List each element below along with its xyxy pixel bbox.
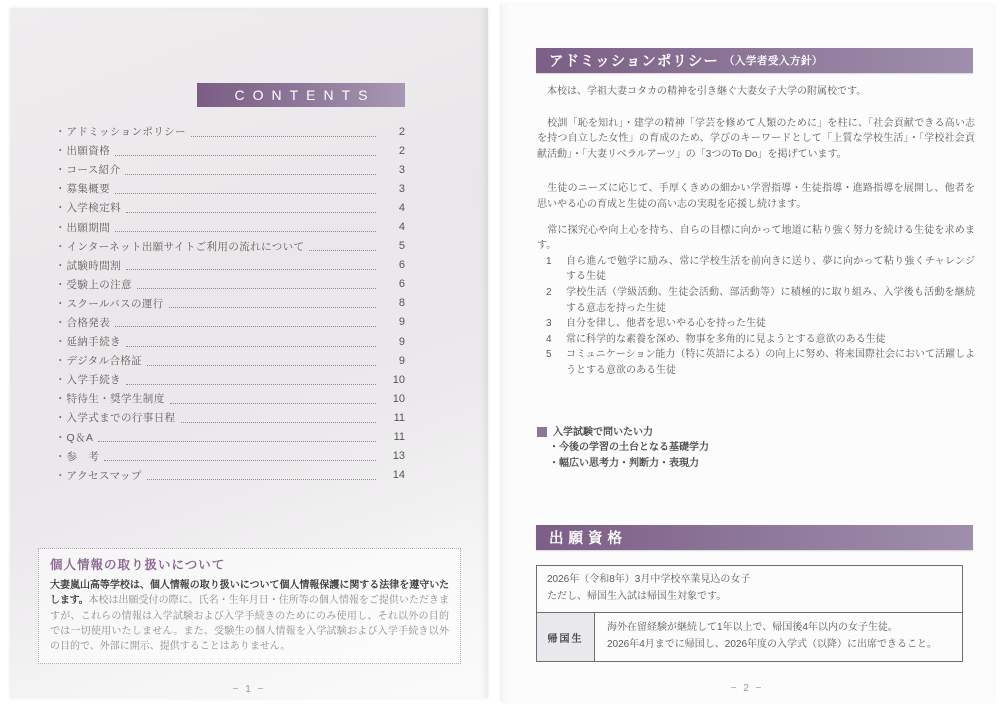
toc-bullet: ・ bbox=[55, 240, 66, 253]
toc-row bbox=[55, 370, 405, 389]
toc-label: 出願資格 bbox=[66, 145, 111, 158]
toc-bullet: ・ bbox=[55, 297, 66, 310]
toc-page-number: 2 bbox=[398, 144, 405, 157]
returnee-content-cell bbox=[595, 613, 962, 661]
toc-row bbox=[55, 256, 405, 275]
criteria-item bbox=[537, 254, 975, 285]
criteria-item bbox=[537, 347, 975, 378]
toc-bullet: ・ bbox=[55, 412, 66, 425]
toc-label: 合格発表 bbox=[66, 316, 111, 329]
toc-page-number: 8 bbox=[398, 297, 405, 310]
toc-row bbox=[55, 198, 405, 217]
square-bullet-icon bbox=[537, 427, 547, 437]
privacy-text bbox=[50, 578, 449, 654]
toc-label: 出願期間 bbox=[66, 221, 111, 234]
toc-row bbox=[55, 389, 405, 408]
toc-dotted-leader bbox=[181, 413, 377, 423]
toc-dotted-leader bbox=[98, 432, 376, 442]
toc-bullet: ・ bbox=[55, 278, 66, 291]
eligibility-general-line: ただし、帰国生入試は帰国生対象です。 bbox=[547, 590, 727, 602]
toc-page-number: 2 bbox=[398, 125, 405, 138]
toc-page-number: 4 bbox=[398, 221, 405, 234]
toc-label: Q＆A bbox=[66, 431, 94, 444]
page-number-1: − 1 − bbox=[232, 684, 266, 695]
toc-row bbox=[55, 447, 405, 466]
toc-row bbox=[55, 179, 405, 198]
toc-label: アドミッションポリシー bbox=[66, 126, 186, 139]
toc-dotted-leader bbox=[147, 356, 376, 366]
exam-focus-item: ・幅広い思考力・判断力・表現力 bbox=[549, 457, 699, 469]
toc-row bbox=[55, 351, 405, 370]
toc-page-number: 13 bbox=[392, 450, 405, 463]
toc-page-number: 6 bbox=[398, 259, 405, 272]
toc-page-number: 9 bbox=[398, 354, 405, 367]
toc-label: 参 考 bbox=[66, 450, 100, 463]
toc-dotted-leader bbox=[126, 260, 376, 270]
toc-dotted-leader bbox=[115, 184, 376, 194]
toc-dotted-leader bbox=[170, 394, 376, 404]
eligibility-general-line: 2026年（令和8年）3月中学校卒業見込の女子 bbox=[547, 574, 751, 585]
criteria-number: 5 bbox=[546, 349, 552, 361]
toc-bullet: ・ bbox=[55, 450, 66, 463]
toc-bullet: ・ bbox=[55, 259, 66, 272]
toc-bullet: ・ bbox=[55, 393, 66, 406]
toc-label: デジタル合格証 bbox=[66, 355, 143, 368]
toc-dotted-leader bbox=[309, 241, 376, 251]
toc-page-number: 10 bbox=[392, 392, 405, 405]
toc-label: アクセスマップ bbox=[66, 469, 142, 482]
toc-bullet: ・ bbox=[55, 221, 66, 234]
criteria-text: 自ら進んで勉学に励み、常に学校生活を前向きに送り、夢に向かって粘り強くチャレンジする生徒 bbox=[566, 255, 975, 283]
exam-focus-section bbox=[537, 425, 975, 472]
contents-title: CONTENTS bbox=[234, 87, 376, 103]
toc-label: 入学式までの行事日程 bbox=[66, 412, 176, 425]
criteria-number: 4 bbox=[546, 333, 552, 345]
toc-label: 募集概要 bbox=[66, 183, 111, 196]
toc-page-number: 6 bbox=[398, 278, 405, 291]
toc-dotted-leader bbox=[126, 375, 376, 385]
toc-label: スクールバスの運行 bbox=[66, 297, 164, 310]
exam-focus-item: ・今後の学習の土台となる基礎学力 bbox=[549, 442, 709, 454]
eligibility-title: 出願資格 bbox=[549, 531, 627, 547]
toc-page-number: 5 bbox=[398, 240, 405, 253]
criteria-item bbox=[537, 316, 975, 332]
criteria-intro: 常に探究心や向上心を持ち、自らの目標に向かって地道に粘り強く努力を続ける生徒を求めます。 bbox=[537, 224, 975, 252]
toc-page-number: 3 bbox=[398, 163, 405, 176]
table-of-contents bbox=[55, 122, 405, 485]
toc-dotted-leader bbox=[169, 298, 376, 308]
privacy-lead: 大妻嵐山高等学校は、個人情報の取り扱いについて個人情報保護に関する法律を遵守いたします。 bbox=[50, 580, 449, 607]
toc-row bbox=[55, 466, 405, 485]
toc-row bbox=[55, 408, 405, 427]
toc-label: インターネット出願サイトご利用の流れについて bbox=[66, 240, 305, 253]
criteria-text: 学校生活（学級活動、生徒会活動、部活動等）に積極的に取り組み、入学後も活動を継続する意志を持った生徒 bbox=[566, 286, 975, 314]
admission-policy-body bbox=[537, 78, 975, 471]
exam-focus-heading bbox=[537, 425, 975, 441]
criteria-item bbox=[537, 285, 975, 316]
toc-dotted-leader bbox=[115, 146, 376, 156]
toc-bullet: ・ bbox=[55, 164, 66, 177]
page-2 bbox=[500, 4, 994, 702]
criteria-item bbox=[537, 332, 975, 348]
toc-label: コース紹介 bbox=[66, 164, 121, 177]
toc-row bbox=[55, 122, 405, 141]
toc-row bbox=[55, 332, 405, 351]
toc-row bbox=[55, 428, 405, 447]
page-1 bbox=[10, 8, 488, 698]
toc-bullet: ・ bbox=[55, 183, 66, 196]
toc-dotted-leader bbox=[126, 203, 376, 213]
toc-bullet: ・ bbox=[55, 336, 66, 349]
toc-page-number: 11 bbox=[393, 431, 405, 444]
toc-dotted-leader bbox=[147, 470, 376, 480]
admission-policy-header-bar bbox=[536, 48, 973, 73]
returnee-line: 海外在留経験が継続して1年以上で、帰国後4年以内の女子生徒。 bbox=[607, 622, 898, 633]
criteria-text: 自分を律し、他者を思いやる心を持った生徒 bbox=[566, 318, 766, 330]
toc-bullet: ・ bbox=[55, 316, 66, 329]
toc-bullet: ・ bbox=[55, 469, 66, 482]
toc-bullet: ・ bbox=[55, 145, 66, 158]
toc-bullet: ・ bbox=[55, 431, 66, 444]
toc-dotted-leader bbox=[104, 451, 376, 461]
admission-policy-title: アドミッションポリシー bbox=[549, 54, 719, 70]
toc-row bbox=[55, 313, 405, 332]
toc-label: 受験上の注意 bbox=[66, 278, 132, 291]
eligibility-general-cell bbox=[537, 566, 962, 613]
toc-bullet: ・ bbox=[55, 355, 66, 368]
toc-label: 試験時間割 bbox=[66, 259, 121, 272]
privacy-title: 個人情報の取り扱いについて bbox=[50, 558, 226, 572]
admission-paragraph: 本校は、学祖大妻コタカの精神を引き継ぐ大妻女子大学の附属校です。 bbox=[537, 86, 867, 97]
toc-page-number: 3 bbox=[398, 182, 405, 195]
privacy-notice-box bbox=[38, 548, 461, 664]
admission-paragraph: 校訓「恥を知れ」・建学の精神「学芸を修めて人類のために」を柱に、「社会貢献できる高い志を持つ自立した女性」の育成のため、学びのキーワードとして「上質な学校生活」・「学校社会貢献活動」・「大妻リベラルアーツ」の「3つのTo Do」を掲げています。 bbox=[537, 117, 975, 160]
toc-label: 延納手続き bbox=[66, 336, 121, 349]
toc-row bbox=[55, 141, 405, 160]
toc-page-number: 9 bbox=[398, 316, 405, 329]
toc-label: 入学検定料 bbox=[66, 202, 121, 215]
admission-paragraph: 生徒のニーズに応じて、手厚くきめの細かい学習指導・生徒指導・進路指導を展開し、他者を思いやる心の育成と生徒の高い志の実現を応援し続けます。 bbox=[537, 183, 975, 210]
toc-row bbox=[55, 237, 405, 256]
criteria-text: 常に科学的な素養を深め、物事を多角的に見ようとする意欲のある生徒 bbox=[566, 333, 886, 345]
toc-row bbox=[55, 294, 405, 313]
returnee-label-cell: 帰国生 bbox=[537, 613, 595, 661]
toc-row bbox=[55, 275, 405, 294]
eligibility-table bbox=[536, 565, 963, 662]
toc-dotted-leader bbox=[191, 127, 376, 137]
toc-dotted-leader bbox=[125, 165, 376, 175]
exam-focus-title: 入学試験で問いたい力 bbox=[553, 426, 653, 438]
toc-dotted-leader bbox=[137, 279, 376, 289]
toc-page-number: 4 bbox=[398, 201, 405, 214]
toc-bullet: ・ bbox=[55, 126, 66, 139]
eligibility-header-bar bbox=[536, 525, 973, 550]
toc-label: 特待生・奨学生制度 bbox=[66, 393, 165, 406]
toc-bullet: ・ bbox=[55, 202, 66, 215]
toc-page-number: 14 bbox=[392, 469, 405, 482]
toc-page-number: 10 bbox=[392, 373, 405, 386]
toc-row bbox=[55, 217, 405, 236]
returnee-line: 2026年4月までに帰国し、2026年度の入学式（以降）に出席できること。 bbox=[607, 639, 938, 650]
toc-row bbox=[55, 160, 405, 179]
toc-dotted-leader bbox=[115, 222, 376, 232]
criteria-number: 3 bbox=[546, 318, 552, 330]
criteria-text: コミュニケーション能力（特に英語による）の向上に努め、将来国際社会において活躍しようとする意欲のある生徒 bbox=[566, 349, 975, 376]
toc-page-number: 11 bbox=[393, 411, 405, 424]
criteria-number: 2 bbox=[546, 286, 552, 298]
toc-dotted-leader bbox=[115, 317, 376, 327]
privacy-body: 本校は出願受付の際に、氏名・生年月日・住所等の個人情報をご提供いただきますが、これらの情報は入学試験および入学手続きのためにのみ使用し、それ以外の目的では一切使用いたしません。また、受験生の個人情報を入学試験および入学手続き以外の目的で、外部に開示、提供することはありません。 bbox=[50, 595, 450, 653]
toc-bullet: ・ bbox=[55, 374, 66, 387]
contents-header-bar bbox=[197, 83, 405, 107]
toc-dotted-leader bbox=[126, 337, 376, 347]
table-row bbox=[537, 613, 962, 661]
admission-policy-subtitle: （入学者受入方針） bbox=[723, 55, 823, 67]
criteria-number: 1 bbox=[546, 255, 552, 267]
toc-label: 入学手続き bbox=[66, 374, 121, 387]
page-number-2: − 2 − bbox=[730, 683, 764, 694]
toc-page-number: 9 bbox=[398, 335, 405, 348]
